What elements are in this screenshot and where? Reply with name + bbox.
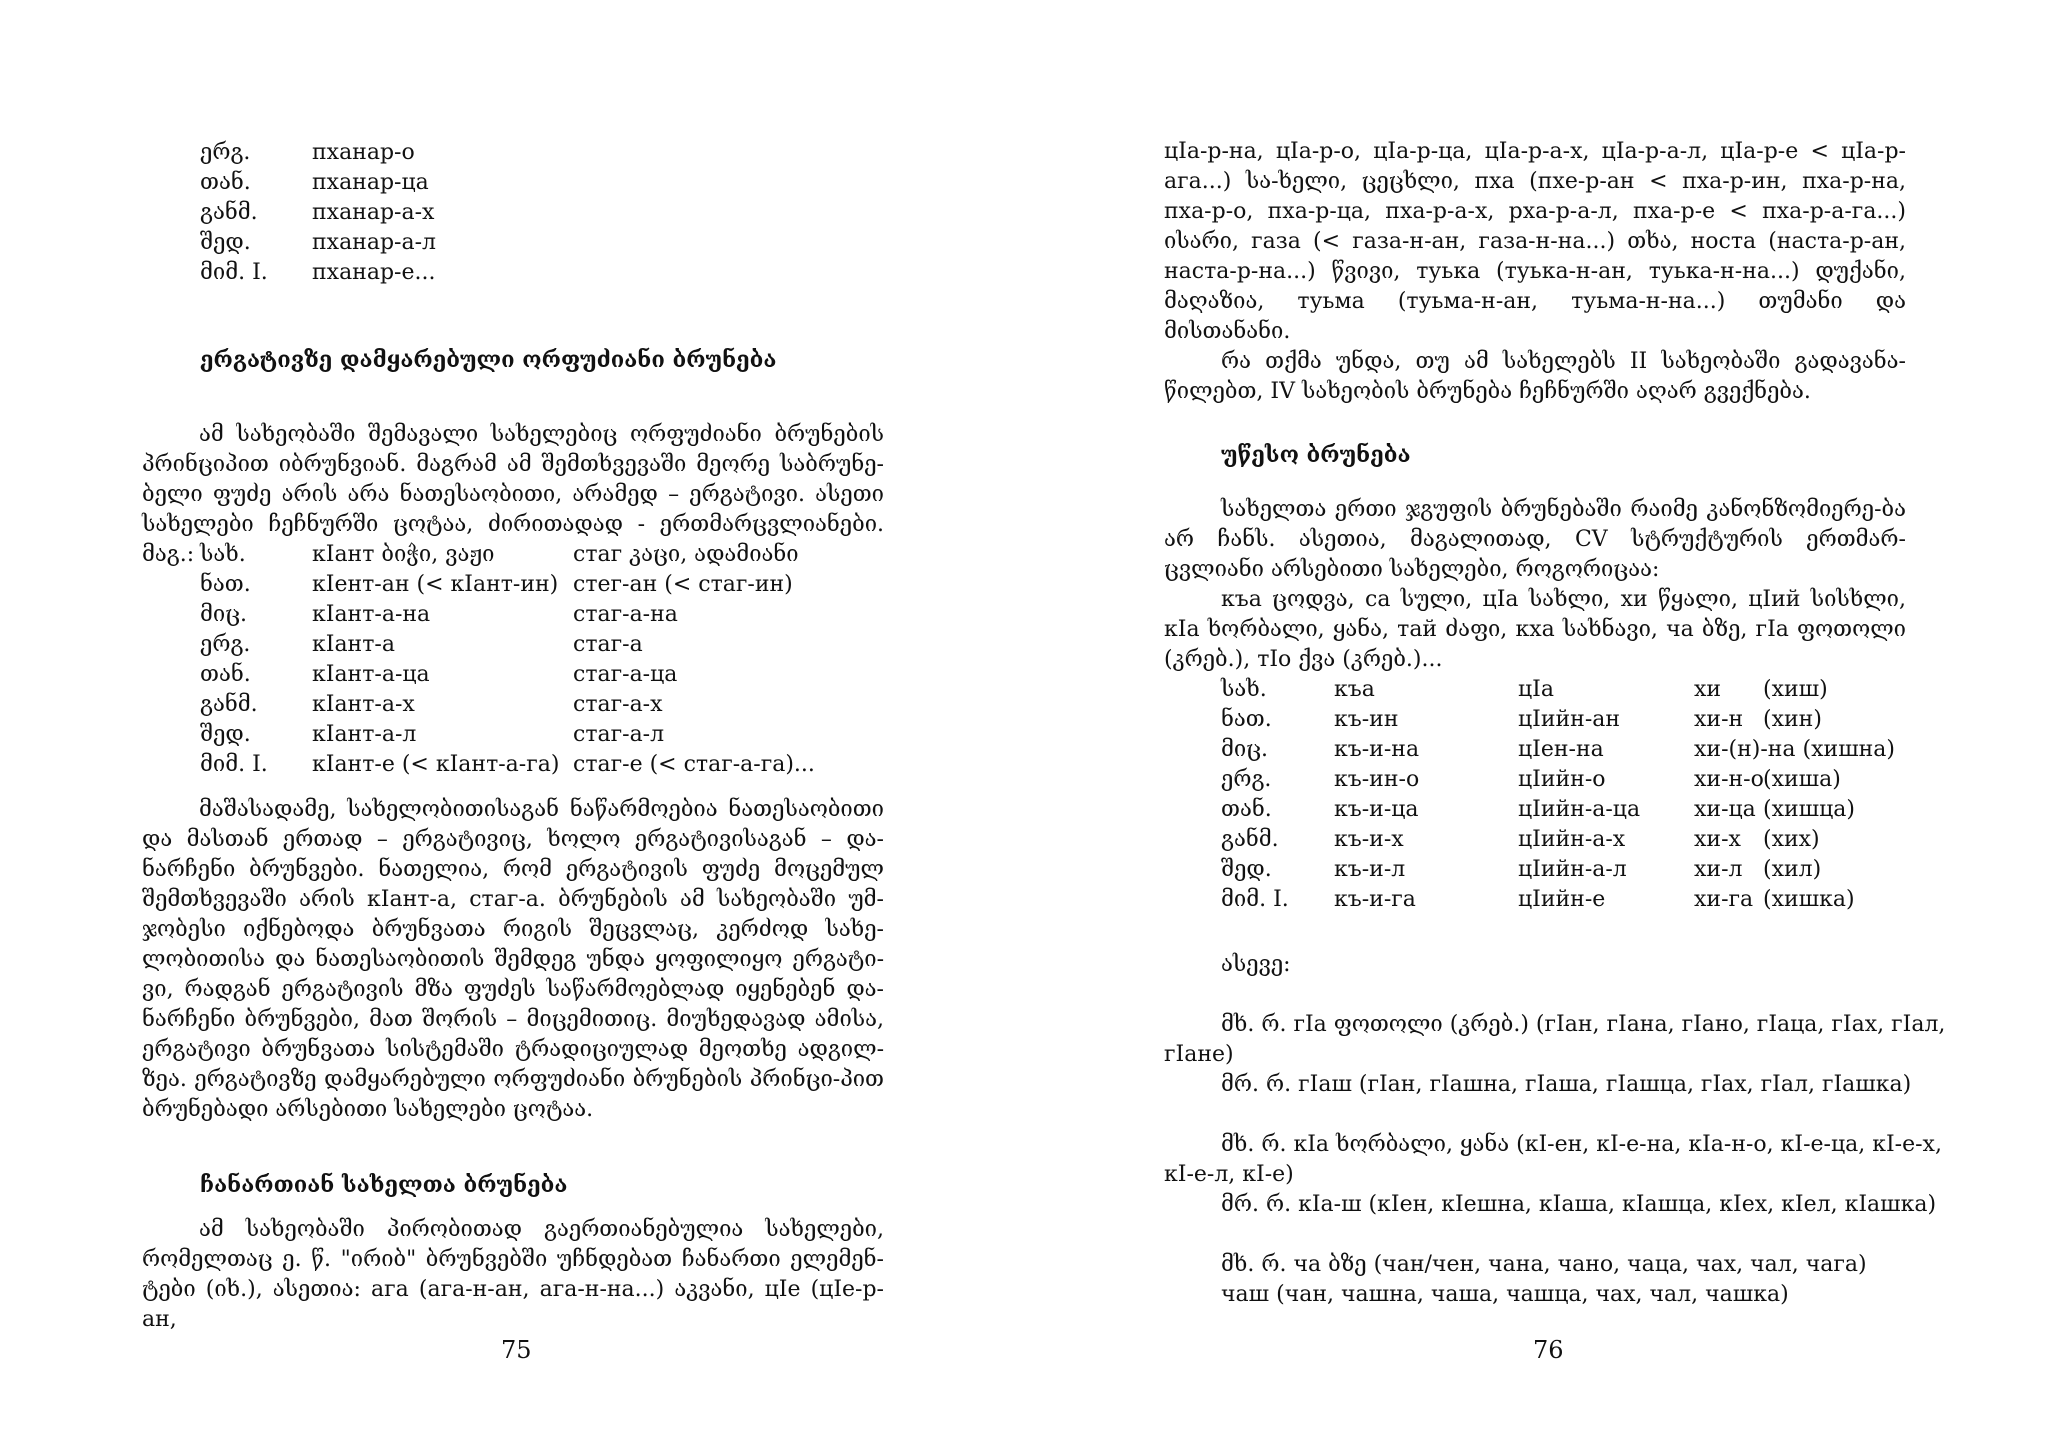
section-heading: ჩანართიან სახელთა ბრუნება — [200, 1172, 568, 1198]
table-row: სახ. кIант ბიჭი, ვაჟი стаг კაცი, ადამიანი — [200, 542, 799, 567]
example-line: მხ. რ. кIа ხორბალი, ყანა (кI-ен, кI-е-на, кIа-н-о, кI-е-ца, кI-е-х, — [1221, 1132, 1942, 1157]
table-row: მიც. кIант-а-на стаг-а-на — [200, 602, 678, 627]
table-row: მიმ. I. пханар-е... — [200, 260, 436, 285]
table-row: განმ. кIант-а-х стаг-а-х — [200, 692, 663, 717]
table-row: მიმ. I. кIант-е (< кIант-а-га) стаг-е (< стаг-а-га)... — [200, 752, 815, 777]
table-row: ერგ. къ-ин-о цIийн-о хи-н-о (хиша) — [1221, 767, 1841, 792]
also-label: ასევე: — [1221, 952, 1291, 977]
table-row: ერგ. пханар-о — [200, 140, 415, 165]
table-row: ნათ. къ-ин цIийн-ан хи-н (хин) — [1221, 707, 1822, 732]
example-line: მხ. რ. гIа ფოთოლი (კრებ.) (гIан, гIана, гIано, гIаца, гIах, гIал, — [1221, 1012, 1946, 1037]
paragraph: цIа-р-на, цIа-р-о, цIа-р-ца, цIа-р-а-х, цIа-р-а-л, цIа-р-е < цIа-р-ага...) სა-ხელი, ცეცხლი, пха (пхе-р-ан < пха-р-ин, пха-р-на, пха-р-о, пха-р-ца, пха-р-а-х, рха-р-а-л, пха-р-е < пха-р-а-га...) ისარი, газа (< газа-н-ан, газа-н-на...) თხა, носта (наста-р-ан, наста-р-на...) წვივი, туька (туька-н-ан, туька-н-на...) დუქანი, მაღაზია, туьма (туьма-н-ан, туьма-н-на...) თუმანი და მისთანანი. რა თქმა უნდა, თუ ამ სახელებს II სახეობაში გადავანა-წილებთ, IV სახეობის ბრუნება ჩეჩნურში აღარ გვექნება. — [1164, 139, 1906, 404]
table-row: თან. пханар-ца — [200, 170, 429, 195]
page-number: 76 — [1533, 1336, 1564, 1364]
right-page — [1024, 0, 2048, 1447]
paragraph: ამ სახეობაში პირობითად გაერთიანებულია სახელები, რომელთაც ე. წ. "ირიბ" ბრუნვებში უჩნდებათ ჩანართი ელემენ-ტები (იხ.), ასეთია: ага (ага-н-ан, ага-н-на...) აკვანი, цIе (цIе-р-ан, — [142, 1217, 884, 1332]
example-line: кI-е-л, кI-е) — [1164, 1162, 1294, 1187]
table-row: შედ. къ-и-л цIийн-а-л хи-л (хил) — [1221, 857, 1822, 882]
table-row: მიც. къ-и-на цIен-на хи-(н)-на (хишна) — [1221, 737, 1896, 762]
table-row: სახ. къа цIа хи (хиш) — [1221, 677, 1828, 702]
table-row: განმ. пханар-а-х — [200, 200, 435, 225]
table-row: თან. кIант-а-ца стаг-а-ца — [200, 662, 678, 687]
case-table-1 — [200, 138, 600, 288]
section-heading: ერგატივზე დამყარებული ორფუძიანი ბრუნება — [200, 347, 777, 373]
example-line: მხ. რ. ча ბზე (чан/чен, чана, чано, чаца, чах, чал, чага) — [1221, 1252, 1867, 1277]
paragraph: სახელთა ერთი ჯგუფის ბრუნებაში რაიმე კანონზომიერე-ბა არ ჩანს. ასეთია, მაგალითად, CV სტრუქტურის ერთმარ-ცვლიანი არსებითი სახელები, როგორიცაა: къа ცოდვა, са სული, цIа სახლი, хи წყალი, цIий სისხლი, кIа ხორბალი, ყანა, тай ძაფი, кха სახნავი, ча ბზე, гIа ფოთოლი (კრებ.), тIо ქვა (კრებ.)... — [1164, 497, 1906, 672]
example-line: მრ. რ. гIаш (гIан, гIашна, гIаша, гIашца, гIах, гIал, гIашка) — [1221, 1072, 1912, 1097]
example-line: гIане) — [1164, 1042, 1234, 1067]
paragraph: ამ სახეობაში შემავალი სახელებიც ორფუძიანი ბრუნების პრინციპით იბრუნვიან. მაგრამ ამ შემთხვევაში მეორე საბრუნე-ბელი ფუძე არის არა ნათესაობითი, არამედ – ერგატივი. ასეთი სახელები ჩეჩნურში ცოტაა, ძირითადად - ერთმარცვლიანები. მაგ.: — [142, 422, 884, 567]
case-table-2 — [200, 540, 900, 780]
case-table-3 — [1221, 675, 1921, 915]
page-number: 75 — [501, 1336, 532, 1364]
section-heading: უწესო ბრუნება — [1221, 442, 1411, 468]
table-row: შედ. пханар-а-л — [200, 230, 437, 255]
table-row: განმ. къ-и-х цIийн-а-х хи-х (хих) — [1221, 827, 1820, 852]
example-line: მრ. რ. кIа-ш (кIен, кIешна, кIаша, кIашца, кIех, кIел, кIашка) — [1221, 1192, 1937, 1217]
table-row: ერგ. кIант-а стаг-а — [200, 632, 643, 657]
table-row: შედ. кIант-а-л стаг-а-л — [200, 722, 665, 747]
table-row: ნათ. кIент-ан (< кIант-ин) стег-ан (< стаг-ин) — [200, 572, 793, 597]
paragraph: მაშასადამე, სახელობითისაგან ნაწარმოებია ნათესაობითი და მასთან ერთად – ერგატივიც, ხოლო ერგატივისაგან – და-ნარჩენი ბრუნვები. ნათელია, რომ ერგატივის ფუძე მოცემულ შემთხვევაში არის кIант-а, стаг-а. ბრუნების ამ სახეობაში უმ-ჯობესი იქნებოდა ბრუნვათა რიგის შეცვლაც, კერძოდ სახე-ლობითისა და ნათესაობითის შემდეგ უნდა ყოფილიყო ერგატი-ვი, რადგან ერგატივის მზა ფუძეს საწარმოებლად იყენებენ და-ნარჩენი ბრუნვები, მათ შორის – მიცემითიც. მიუხედავად ამისა, ერგატივი ბრუნვათა სისტემაში ტრადიციულად მეოთხე ადგილ-ზეა. ერგატივზე დამყარებული ორფუძიანი ბრუნების პრინცი-პით ბრუნებადი არსებითი სახელები ცოტაა. — [142, 797, 884, 1122]
table-row: მიმ. I. къ-и-га цIийн-е хи-га (хишка) — [1221, 887, 1855, 912]
table-row: თან. къ-и-ца цIийн-а-ца хи-ца (хишца) — [1221, 797, 1855, 822]
example-line: чаш (чан, чашна, чаша, чашца, чах, чал, чашка) — [1221, 1282, 1789, 1307]
